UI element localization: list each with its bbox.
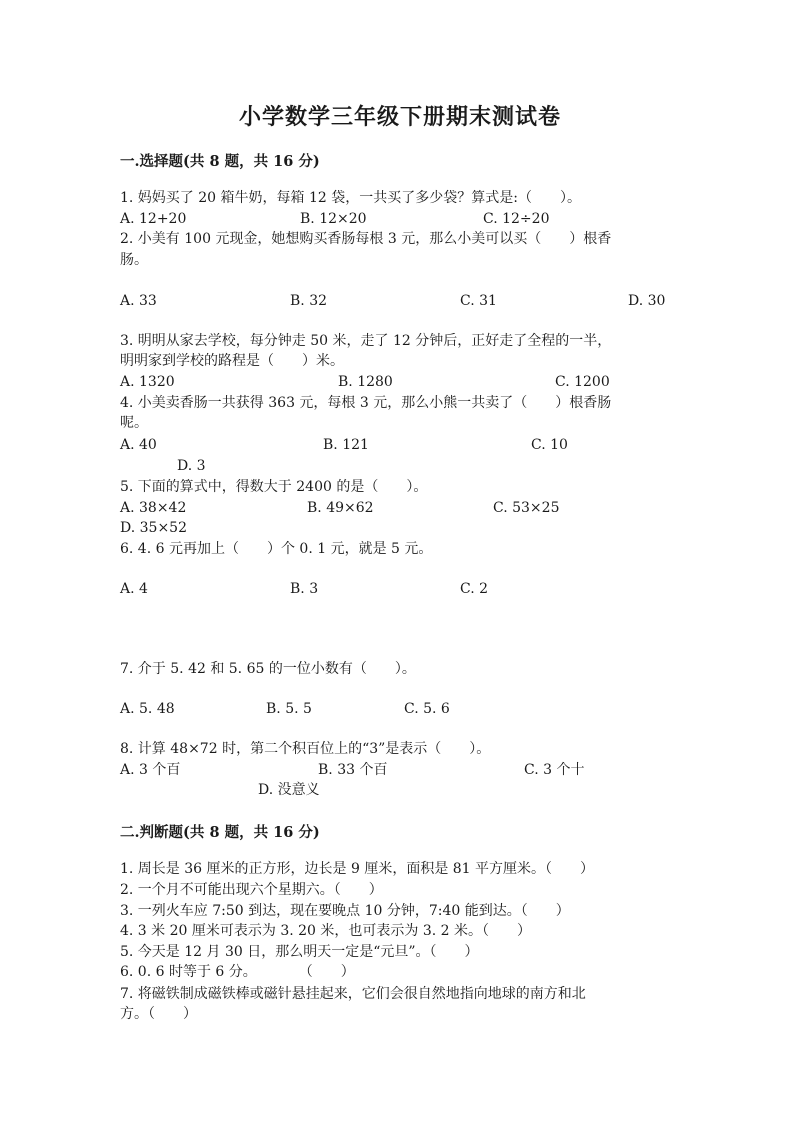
question-5-text: 5. 下面的算式中，得数大于 2400 的是（ ）。 [120,479,428,495]
section-header-true-false: 二.判断题(共 8 题，共 16 分) [120,824,320,841]
question-4-option-d: D. 3 [177,458,206,474]
question-4-text-line2: 呢。 [120,415,148,431]
question-7-option-c: C. 5. 6 [404,701,450,717]
question-8-option-a: A. 3 个百 [120,762,181,778]
question-6-option-a: A. 4 [120,581,148,597]
question-6-text: 6. 4. 6 元再加上（ ）个 0. 1 元，就是 5 元。 [120,541,433,557]
judgement-2: 2. 一个月不可能出现六个星期六。（ ） [120,882,383,898]
question-8-option-b: B. 33 个百 [318,762,388,778]
judgement-6: 6. 0. 6 时等于 6 分。 （ ） [120,964,355,980]
question-2-option-c: C. 31 [460,293,497,309]
question-3-option-a: A. 1320 [120,374,175,390]
question-5-option-d: D. 35×52 [120,520,187,536]
question-6-option-b: B. 3 [290,581,319,597]
question-1-text: 1. 妈妈买了 20 箱牛奶，每箱 12 袋，一共买了多少袋？算式是:（ ）。 [120,190,581,206]
question-8-option-d: D. 没意义 [258,782,320,798]
question-8-text: 8. 计算 48×72 时，第二个积百位上的“3”是表示（ ）。 [120,741,491,757]
question-4-text-line1: 4. 小美卖香肠一共获得 363 元，每根 3 元，那么小熊一共卖了（ ）根香肠 [120,395,612,411]
section-header-multiple-choice: 一.选择题(共 8 题，共 16 分) [120,153,320,170]
judgement-1: 1. 周长是 36 厘米的正方形，边长是 9 厘米，面积是 81 平方厘米。（ ） [120,861,595,877]
question-3-option-c: C. 1200 [555,374,610,390]
question-1-option-a: A. 12+20 [120,211,187,227]
question-2-text-line1: 2. 小美有 100 元现金，她想购买香肠每根 3 元，那么小美可以买（ ）根香 [120,231,612,247]
question-1-option-b: B. 12×20 [300,211,367,227]
question-7-option-b: B. 5. 5 [266,701,312,717]
judgement-7-line1: 7. 将磁铁制成磁铁棒或磁针悬挂起来，它们会很自然地指向地球的南方和北 [120,986,586,1002]
question-2-option-d: D. 30 [628,293,666,309]
page-title: 小学数学三年级下册期末测试卷 [238,104,561,130]
question-3-option-b: B. 1280 [338,374,393,390]
question-2-option-b: B. 32 [290,293,328,309]
question-5-option-b: B. 49×62 [307,500,374,516]
question-7-text: 7. 介于 5. 42 和 5. 65 的一位小数有（ ）。 [120,661,416,677]
question-3-text-line1: 3. 明明从家去学校，每分钟走 50 米，走了 12 分钟后，正好走了全程的一半， [120,333,612,349]
judgement-3: 3. 一列火车应 7:50 到达，现在要晚点 10 分钟，7:40 能到达。（ ） [120,903,570,919]
judgement-7-line2: 方。（ ） [120,1006,197,1022]
question-7-option-a: A. 5. 48 [120,701,175,717]
question-6-option-c: C. 2 [460,581,489,597]
judgement-4: 4. 3 米 20 厘米可表示为 3. 20 米，也可表示为 3. 2 米。（ ） [120,923,532,939]
question-2-text-line2: 肠。 [120,252,148,268]
question-8-option-c: C. 3 个十 [524,762,585,778]
judgement-5: 5. 今天是 12 月 30 日，那么明天一定是“元旦”。（ ） [120,944,479,960]
question-5-option-a: A. 38×42 [120,500,187,516]
question-3-text-line2: 明明家到学校的路程是（ ）米。 [120,353,344,369]
question-5-option-c: C. 53×25 [493,500,560,516]
question-1-option-c: C. 12÷20 [483,211,550,227]
question-4-option-a: A. 40 [120,437,157,453]
question-2-option-a: A. 33 [120,293,157,309]
question-4-option-b: B. 121 [323,437,369,453]
question-4-option-c: C. 10 [531,437,568,453]
